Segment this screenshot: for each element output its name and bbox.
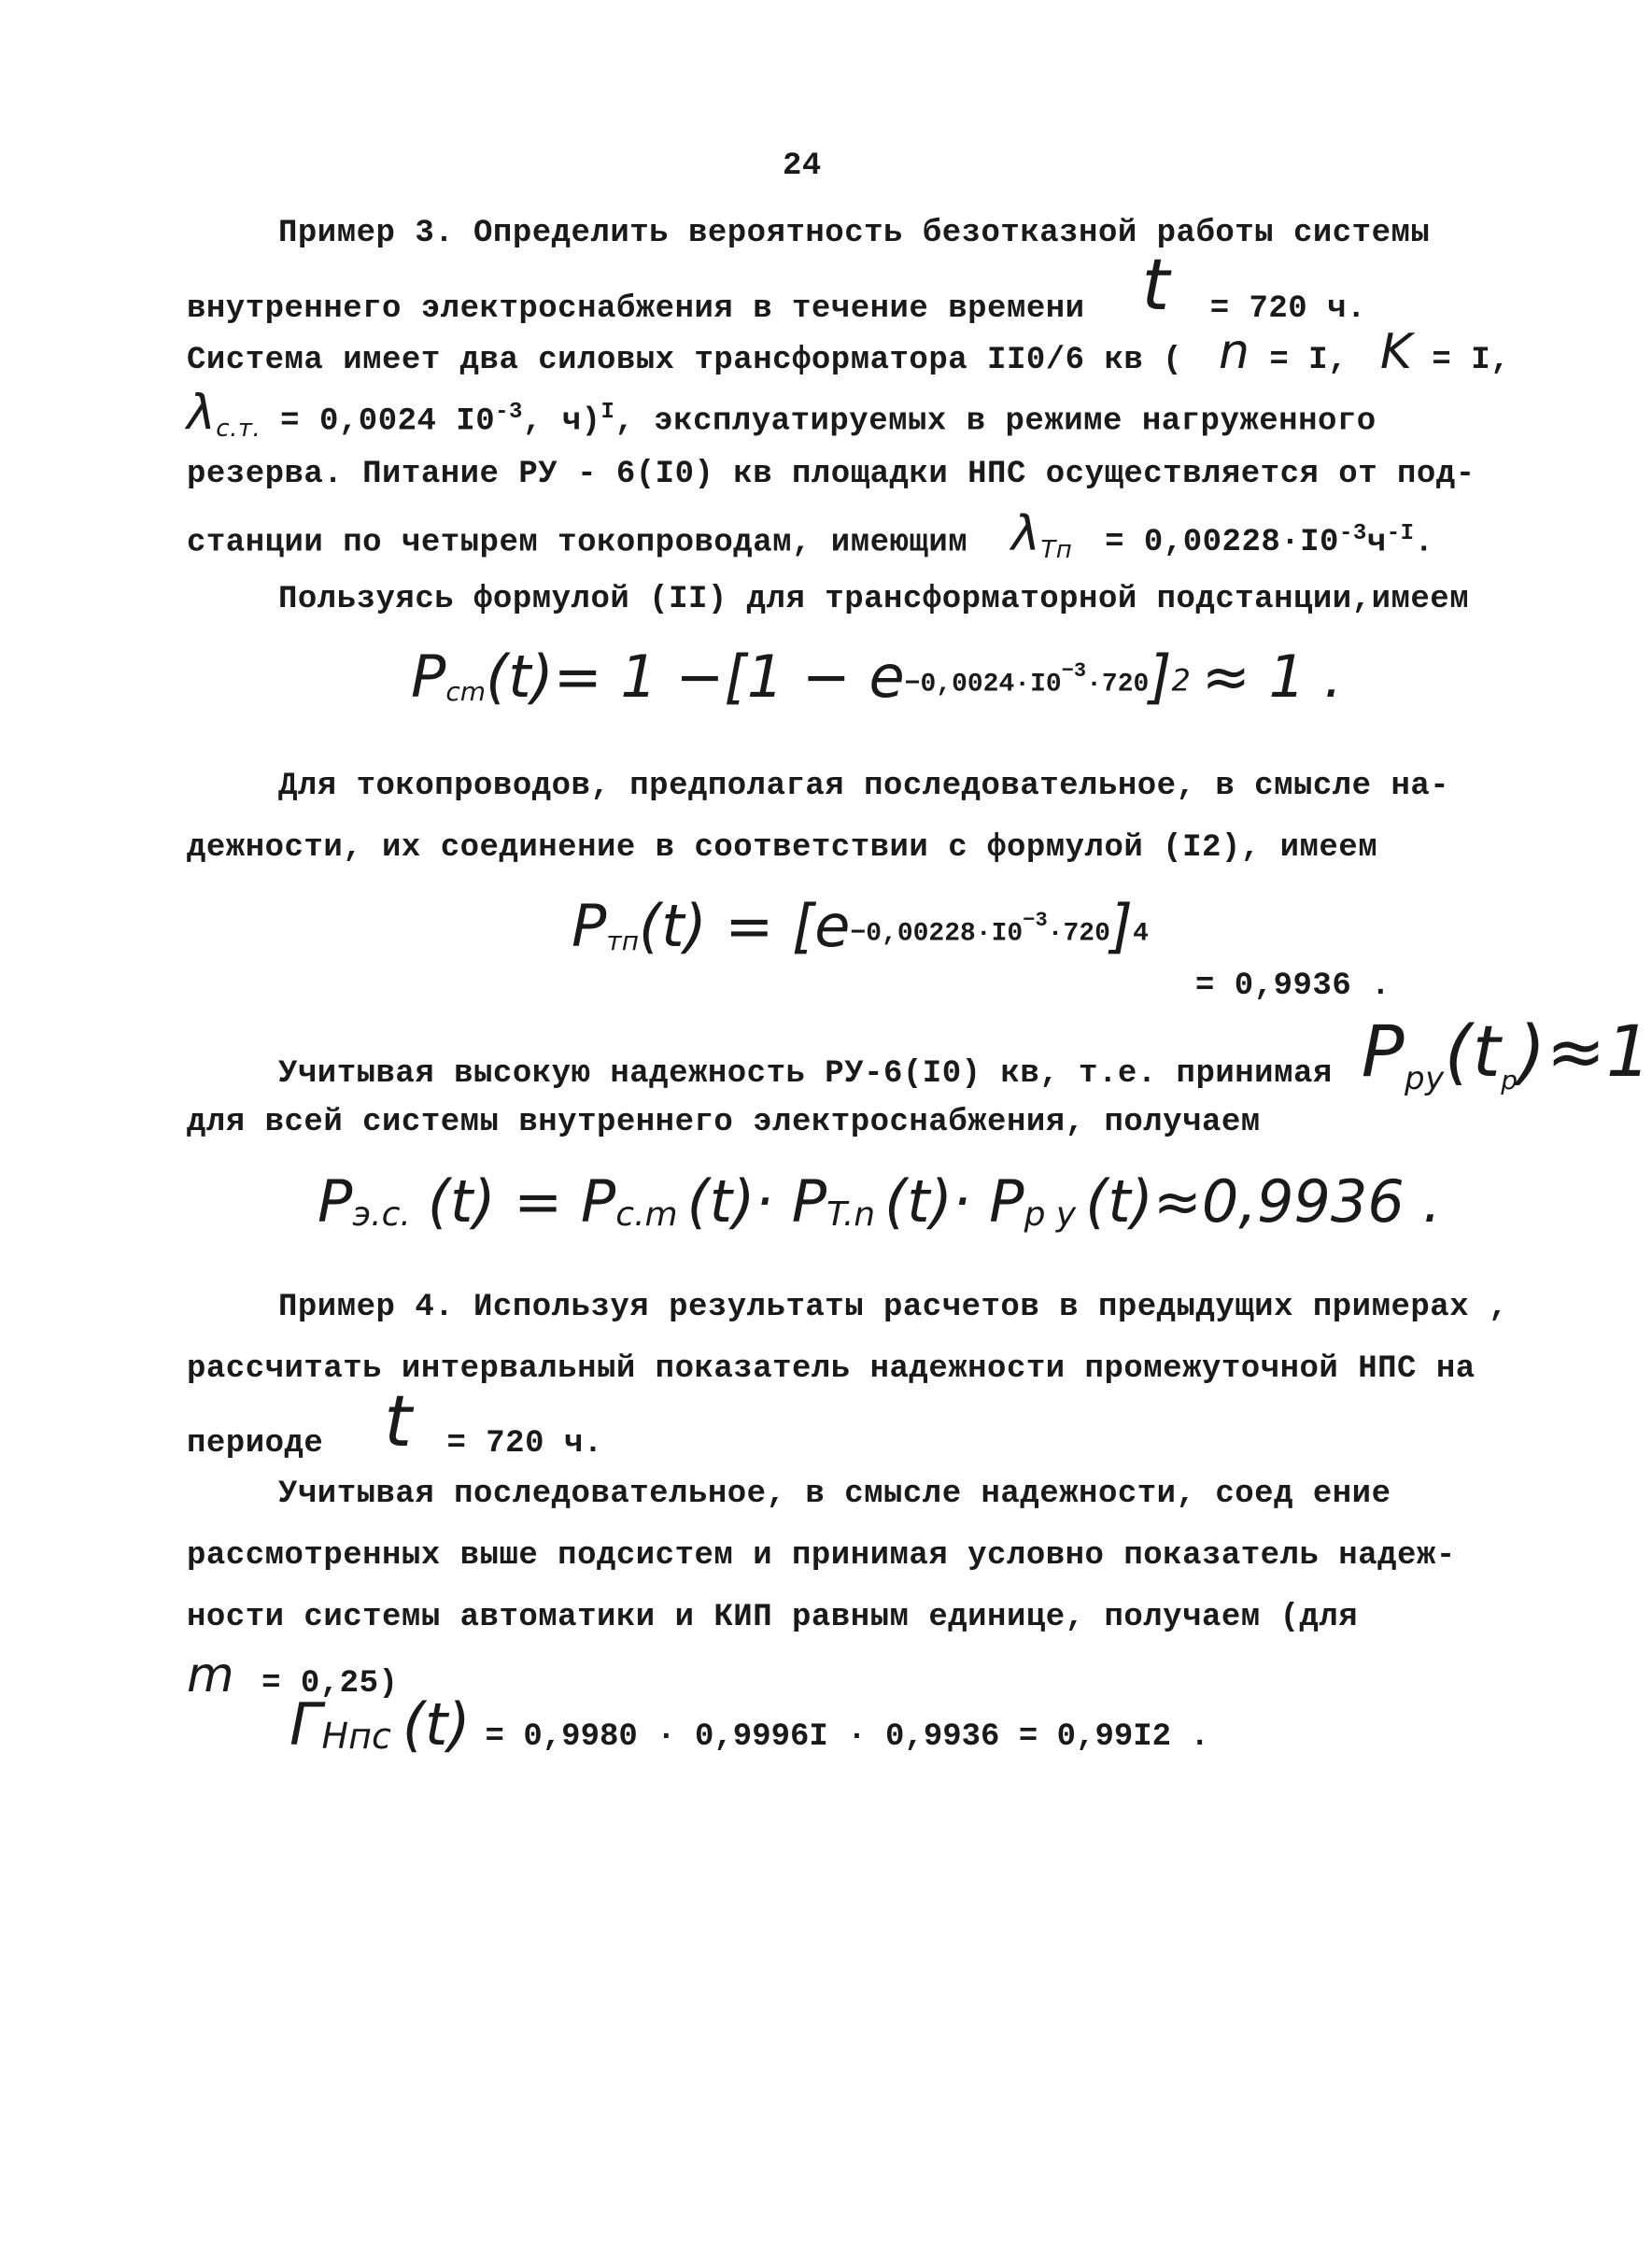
formula-1 (411, 643, 1342, 711)
formula-2 (572, 892, 1149, 960)
lambda-tp: λ (1011, 506, 1041, 563)
formula-2-body: (t) = [e (639, 892, 851, 960)
formula-1-exp3: ·720 (1086, 670, 1150, 699)
var-t: t (384, 1379, 413, 1463)
text: , ч) (522, 403, 601, 440)
sub: с.т. (216, 415, 261, 444)
text: )≈1 (1518, 1010, 1652, 1093)
text: = 720 ч. (1209, 291, 1366, 327)
example4-line6: ности системы автоматики и КИП равным единице, получаем (для (187, 1600, 1359, 1635)
sub: Тп (1040, 536, 1073, 565)
text: = 0,00228·І0 (1105, 525, 1339, 561)
text: внутреннего электроснабжения в течение времени (187, 291, 1085, 327)
formula-1-lhs: P (411, 643, 446, 711)
sub: p y (1024, 1195, 1077, 1235)
formula-3-text: (t)· P (686, 1167, 827, 1236)
formula-3-p1: P (318, 1167, 353, 1236)
example4-line3 (187, 1379, 603, 1463)
example3-line2 (187, 243, 1366, 328)
text: Система имеет два силовых трансформатора ІІ0/6 кв ( (187, 343, 1183, 378)
sub: cm (445, 676, 487, 708)
text: станции по четырем токопроводам, имеющим (187, 525, 968, 561)
sub: р (1501, 1064, 1518, 1095)
formula-2-power: 4 (1133, 919, 1149, 949)
example3-line1: Пример 3. Определить вероятность безотказной работы системы (278, 216, 1431, 251)
formula-4-arg: (t) (402, 1690, 471, 1759)
var-t: t (1141, 243, 1170, 326)
formula-2-close: ] (1109, 892, 1134, 960)
formula-4-rhs: = 0,9980 · 0,9996І · 0,9936 = 0,99І2 . (485, 1719, 1209, 1755)
sub: c.m (615, 1195, 678, 1235)
formula-2-lhs: P (572, 892, 607, 960)
text: = 0,0024 І0 (280, 403, 496, 440)
sup: -I (1386, 521, 1415, 546)
example3-line7: Пользуясь формулой (ІІ) для трансформаторной подстанции,имеем (278, 582, 1470, 617)
formula-3-text: (t) = P (427, 1167, 616, 1236)
sub: тп (606, 926, 640, 957)
sub: Нпс (321, 1716, 391, 1758)
formula-1-exp2: −3 (1061, 658, 1087, 683)
text: , эксплуатируемых в режиме нагруженного (614, 403, 1377, 440)
text: (t (1444, 1010, 1502, 1093)
text: . (1414, 525, 1434, 561)
text: Учитывая высокую надежность РУ-6(І0) кв, т.е. принимая (278, 1056, 1333, 1092)
example3-line6 (187, 506, 1434, 569)
var-m: m (187, 1647, 235, 1703)
example3-line10 (278, 1010, 1652, 1099)
formula-1-body: (t)= 1 −[1 − e (486, 643, 905, 711)
text: ч (1366, 525, 1387, 561)
sup: I (600, 400, 615, 425)
lambda-ct: λ (187, 385, 217, 442)
text: = 720 ч. (446, 1426, 603, 1462)
sub: э.с. (352, 1195, 411, 1235)
formula-3-text: (t)≈0,9936 . (1085, 1167, 1442, 1236)
sup: -3 (1338, 521, 1367, 546)
formula-4-lhs: Γ (289, 1690, 322, 1759)
sub: ру (1405, 1059, 1445, 1097)
example4-line5: рассмотренных выше подсистем и принимая условно показатель надеж- (187, 1538, 1456, 1574)
formula-4 (289, 1690, 1209, 1759)
example3-line8: Для токопроводов, предполагая последовательное, в смысле на- (278, 769, 1450, 804)
sub: T.n (826, 1195, 876, 1235)
sup: -3 (495, 400, 523, 425)
formula-2-result: = 0,9936 . (1195, 968, 1391, 1004)
example3-line11: для всей системы внутреннего электроснабжения, получаем (187, 1105, 1261, 1140)
formula-2-exp3: ·720 (1047, 919, 1110, 949)
var-p-ru: P (1361, 1010, 1405, 1093)
example3-line4 (187, 385, 1377, 447)
formula-1-rhs: ≈ 1 . (1201, 643, 1343, 711)
example4-line2: рассчитать интервальный показатель надежности промежуточной НПС на (187, 1351, 1476, 1387)
page-number: 24 (783, 148, 822, 184)
example4-line4: Учитывая последовательное, в смысле надежности, соед ение (278, 1477, 1391, 1512)
example4-line1: Пример 4. Используя результаты расчетов в предыдущих примерах , (278, 1290, 1508, 1325)
example3-line3 (187, 324, 1511, 380)
var-k: K (1379, 324, 1413, 380)
text: = I, (1432, 343, 1511, 378)
formula-1-power: 2 (1171, 662, 1191, 699)
example3-line9: дежности, их соединение в соответствии с формулой (І2), имеем (187, 830, 1378, 866)
formula-2-exp: −0,00228·І0 (850, 919, 1024, 949)
formula-2-exp2: −3 (1023, 908, 1048, 932)
formula-1-exp: −0,0024·І0 (904, 670, 1062, 699)
text: = 0,25) (261, 1666, 399, 1702)
formula-3 (318, 1167, 1441, 1236)
var-n: n (1218, 324, 1250, 380)
text: периоде (187, 1426, 324, 1462)
example3-line5: резерва. Питание РУ - 6(І0) кв площадки НПС осуществляется от под- (187, 457, 1476, 492)
formula-1-close: ] (1149, 643, 1172, 711)
formula-3-text: (t)· P (884, 1167, 1024, 1236)
text: = I, (1269, 343, 1348, 378)
